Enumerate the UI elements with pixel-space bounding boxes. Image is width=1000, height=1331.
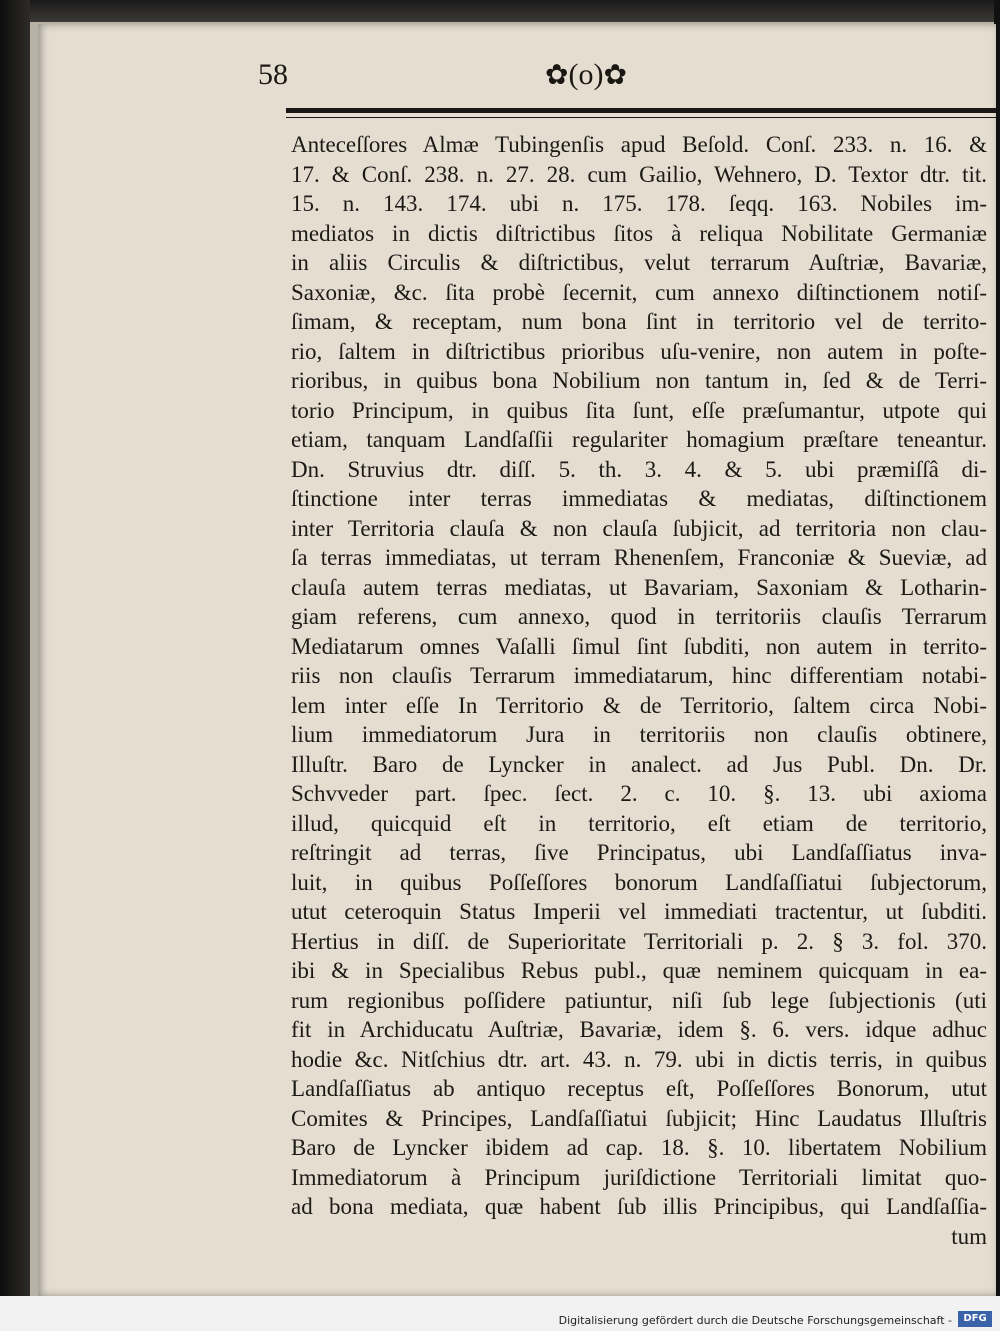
text-line: ad bona mediata, quæ habent ſub illis Principibus, qui Landſaſſia-: [291, 1194, 987, 1219]
text-line: rum regionibus poſſidere patiuntur, niſi ſub lege ſubjectionis (uti: [291, 987, 987, 1013]
catchword: tum: [951, 1223, 987, 1249]
text-line: 15. n. 143. 174. ubi n. 175. 178. ſeqq. 163. Nobiles im-: [291, 191, 987, 216]
text-line: lium immediatorum Jura in territoriis non clauſis obtinere,: [291, 722, 987, 747]
text-line: ſimam, & receptam, num bona ſint in territorio vel de territo-: [291, 309, 987, 334]
flower-ornament-right-icon: ✿: [603, 60, 627, 91]
text-line: giam referens, cum annexo, quod in territoriis clauſis Terrarum: [291, 604, 987, 629]
text-line: Dn. Struvius dtr. diſſ. 5. th. 3. 4. & 5. ubi præmiſſâ di-: [291, 456, 987, 482]
text-line: rio, ſaltem in diſtrictibus prioribus uſu-venire, non autem in poſte-: [291, 338, 987, 364]
text-line: Saxoniæ, &c. ſita probè ſecernit, cum annexo diſtinctionem notiſ-: [291, 279, 987, 305]
text-line: Landſaſſiatus ab antiquo receptus eſt, Poſſeſſores Bonorum, utut: [291, 1076, 987, 1101]
text-line: Illuſtr. Baro de Lyncker in analect. ad Jus Publ. Dn. Dr.: [291, 751, 987, 777]
text-line: illud, quicquid eſt in territorio, eſt etiam de territorio,: [291, 810, 987, 836]
text-line: Hertius in diſſ. de Superioritate Territoriali p. 2. § 3. fol. 370.: [291, 928, 987, 954]
ornament-text: (o): [568, 58, 604, 91]
header-ornament: [545, 58, 627, 92]
body-text: [291, 130, 987, 1251]
text-line: fit in Archiducatu Auſtriæ, Bavariæ, idem §. 6. vers. idque adhuc: [291, 1017, 987, 1042]
text-line: torio Principum, in quibus ſita ſunt, eſſe præſumantur, utpote qui: [291, 397, 987, 423]
text-line: Schvveder part. ſpec. ſect. 2. c. 10. §. 13. ubi axioma: [291, 781, 987, 806]
funding-notice: Digitalisierung gefördert durch die Deutsche Forschungsgemeinschaft -: [558, 1314, 952, 1327]
text-line: Comites & Principes, Landſaſſiatui ſubjicit; Hinc Laudatus Illuſtris: [291, 1105, 987, 1131]
dfg-logo: DFG: [958, 1311, 992, 1327]
flower-ornament-left-icon: ✿: [545, 60, 569, 91]
text-line: clauſa autem terras mediatas, ut Bavariam, Saxoniam & Lotharin-: [291, 574, 987, 600]
header-rule-thin: [286, 117, 996, 118]
scan-frame-top: [0, 0, 1000, 22]
text-line: in aliis Circulis & diſtrictibus, velut terrarum Auſtriæ, Bavariæ,: [291, 250, 987, 275]
text-line: lem inter eſſe In Territorio & de Territorio, ſaltem circa Nobi-: [291, 692, 987, 718]
text-line: hodie &c. Nitſchius dtr. art. 43. n. 79. ubi in dictis terris, in quibus: [291, 1046, 987, 1072]
text-line: utut ceteroquin Status Imperii vel immediati tractentur, ut ſubditi.: [291, 899, 987, 924]
text-line: riis non clauſis Terrarum immediatarum, hinc differentiam notabi-: [291, 663, 987, 688]
text-line: reſtringit ad terras, ſive Principatus, ubi Landſaſſiatus inva-: [291, 840, 987, 865]
scan-frame-left: [0, 0, 30, 1331]
text-line: mediatos in dictis diſtrictibus ſitos à reliqua Nobilitate Germaniæ: [291, 220, 987, 246]
text-line: ſtinctione inter terras immediatas & mediatas, diſtinctionem: [291, 486, 987, 511]
text-line: Anteceſſores Almæ Tubingenſis apud Beſold. Conſ. 233. n. 16. &: [291, 132, 987, 157]
text-line: Mediatarum omnes Vaſalli ſimul ſint ſubditi, non autem in territo-: [291, 633, 987, 659]
text-line: luit, in quibus Poſſeſſores bonorum Landſaſſiatui ſubjectorum,: [291, 869, 987, 895]
text-line: Baro de Lyncker ibidem ad cap. 18. §. 10. libertatem Nobilium: [291, 1135, 987, 1160]
text-line: 17. & Conſ. 238. n. 27. 28. cum Gailio, Wehnero, D. Textor dtr. tit.: [291, 161, 987, 187]
text-line: Immediatorum à Principum juriſdictione Territoriali limitat quo-: [291, 1164, 987, 1190]
text-line: rioribus, in quibus bona Nobilium non tantum in, ſed & de Terri-: [291, 368, 987, 393]
text-line: ibi & in Specialibus Rebus publ., quæ neminem quicquam in ea-: [291, 958, 987, 983]
text-line: etiam, tanquam Landſaſſii regulariter homagium præſtare teneantur.: [291, 427, 987, 452]
text-line: ſa terras immediatas, ut terram Rhenenſem, Franconiæ & Sueviæ, ad: [291, 545, 987, 570]
header-rule-thick: [286, 108, 996, 113]
text-line: inter Territoria clauſa & non clauſa ſubjicit, ad territoria non clau-: [291, 515, 987, 541]
page-number: 58: [258, 58, 288, 91]
